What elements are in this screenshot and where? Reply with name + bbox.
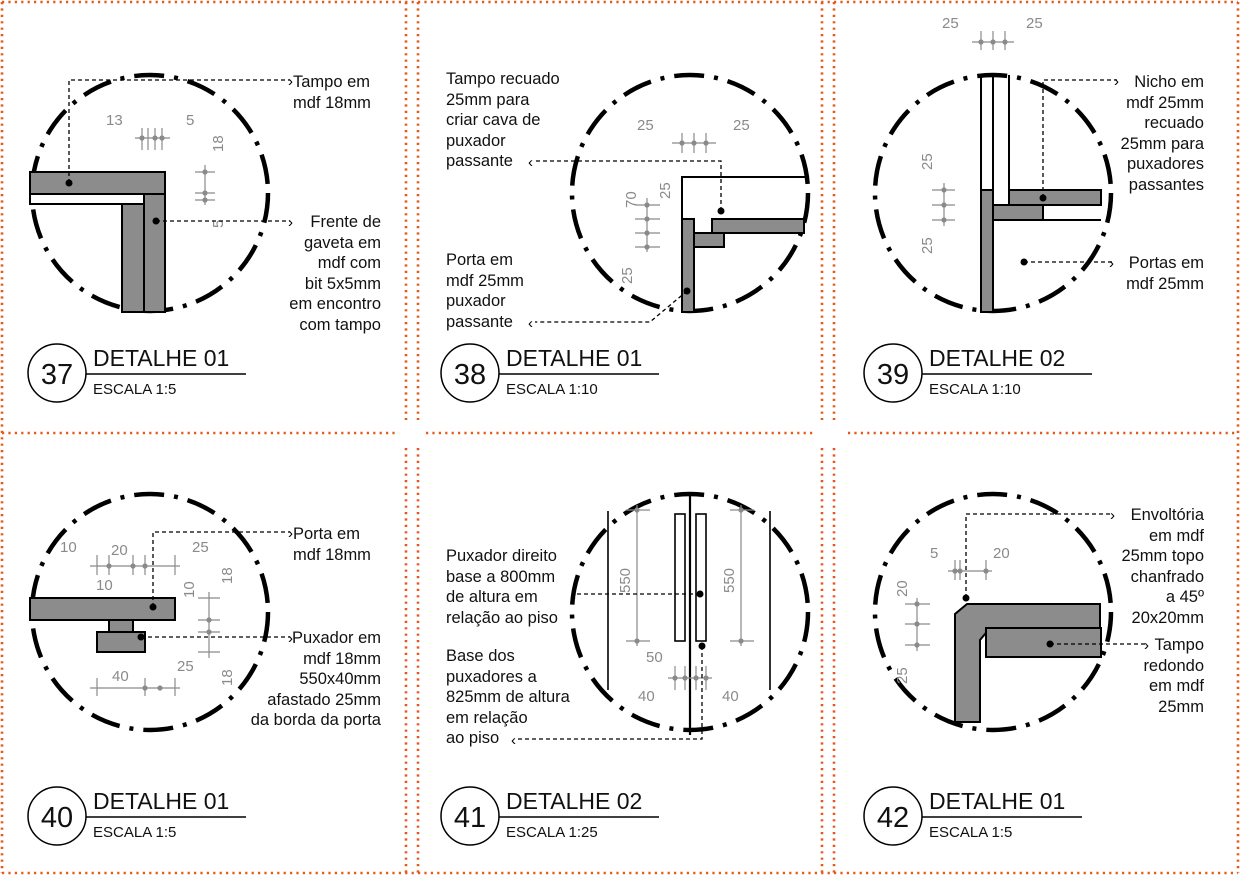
- dim-10: 10: [60, 539, 77, 556]
- leader-dot: [138, 634, 145, 641]
- note-porta-38: Porta em mdf 25mm puxador passante: [446, 251, 524, 331]
- arrow-icon: ›: [288, 525, 293, 542]
- arrow-icon: ›: [1109, 255, 1114, 272]
- panel-37: [28, 73, 293, 402]
- section-drawing: [30, 172, 165, 312]
- dim-25c: 25: [919, 153, 936, 170]
- leader-dot: [150, 604, 157, 611]
- arrow-icon: ›: [1110, 507, 1115, 524]
- arrow-icon: ›: [1144, 637, 1149, 654]
- dim-10b: 10: [96, 577, 113, 594]
- arrow-icon: ‹: [528, 154, 533, 171]
- dim-25: 25: [637, 117, 654, 134]
- detail-scale: ESCALA 1:10: [506, 381, 598, 398]
- detail-number: 42: [876, 802, 910, 834]
- dim-50: 50: [646, 649, 663, 666]
- detail-title: DETALHE 02: [506, 788, 643, 814]
- dim-18: 18: [210, 135, 227, 152]
- detail-number: 39: [876, 359, 910, 391]
- door-part: [981, 190, 993, 312]
- step-part: [694, 233, 724, 247]
- arrow-icon: ‹: [571, 587, 576, 604]
- detail-scale: ESCALA 1:5: [93, 824, 177, 841]
- dim-25: 25: [192, 539, 209, 556]
- section-drawing: [981, 75, 1101, 312]
- side-part: [122, 204, 144, 312]
- chamfered-frame: [955, 604, 1100, 722]
- arrow-icon: ‹: [528, 315, 533, 332]
- elevation-drawing: [608, 492, 770, 735]
- note-tampo-37: Tampo em mdf 18mm: [293, 73, 371, 112]
- tampo-part: [30, 172, 165, 194]
- dim-5b: 5: [210, 219, 227, 228]
- door-part: [682, 219, 694, 312]
- dim-40: 40: [638, 688, 655, 705]
- detail-scale: ESCALA 1:5: [93, 381, 177, 398]
- note-envoltoria-42: Envoltória em mdf 25mm topo chanfrado a 45º 20x20mm: [1121, 506, 1204, 627]
- note-puxador-41: Puxador direito base a 800mm de altura em relação ao piso: [446, 547, 558, 627]
- detail-scale: ESCALA 1:25: [506, 824, 598, 841]
- leader-dot: [697, 591, 704, 598]
- left-handle: [675, 514, 685, 641]
- dim-20: 20: [111, 542, 128, 559]
- dim-13: 13: [106, 112, 123, 129]
- dim-18b: 18: [219, 669, 236, 686]
- note-puxador-40: Puxador em mdf 18mm 550x40mm afastado 25mm da borda da porta: [250, 629, 381, 730]
- handle-part: [97, 632, 145, 652]
- leader-dot: [699, 643, 706, 650]
- note-tampo-38: Tampo recuado 25mm para criar cava de puxador passante: [446, 70, 560, 171]
- note-frente-37: Frente de gaveta em mdf com bit 5x5mm em encontro com tampo: [289, 213, 381, 334]
- section-drawing: [955, 604, 1101, 722]
- dim-40b: 40: [722, 688, 739, 705]
- detail-title: DETALHE 01: [93, 345, 230, 371]
- dim-20b: 20: [894, 580, 911, 597]
- detail-title: DETALHE 01: [506, 345, 643, 371]
- note-porta-40: Porta em mdf 18mm: [293, 525, 371, 564]
- leader-dot: [1021, 259, 1028, 266]
- panel-42: [864, 494, 1149, 845]
- dim-25d: 25: [619, 267, 636, 284]
- sheet-frame: [2, 2, 1238, 873]
- dim-25: 25: [894, 667, 911, 684]
- dim-18: 18: [219, 567, 236, 584]
- dim-25d: 25: [919, 237, 936, 254]
- leader-dot: [153, 218, 160, 225]
- arrow-icon: ‹: [511, 732, 516, 749]
- dim-5: 5: [930, 545, 939, 562]
- detail-number: 41: [453, 802, 487, 834]
- dim-10c: 10: [181, 581, 198, 598]
- niche-part: [1009, 190, 1101, 205]
- right-handle: [696, 514, 706, 641]
- dim-25b: 25: [733, 117, 750, 134]
- arrow-icon: ›: [1114, 73, 1119, 90]
- dim-25b: 25: [177, 658, 194, 675]
- shelf-part: [993, 205, 1043, 220]
- note-tampo-42: Tampo redondo em mdf 25mm: [1143, 636, 1204, 716]
- arrow-icon: ›: [288, 73, 293, 90]
- section-drawing: [682, 177, 808, 312]
- round-top-part: [986, 628, 1101, 657]
- dim-5: 5: [186, 112, 195, 129]
- detail-number: 40: [40, 802, 74, 834]
- dim-550: 550: [617, 567, 634, 593]
- note-base-41: Base dos puxadores a 825mm de altura em relação ao piso: [446, 647, 570, 748]
- leader-dot: [66, 180, 73, 187]
- leader-dot: [1047, 641, 1054, 648]
- dim-550b: 550: [721, 567, 738, 593]
- arrow-icon: ›: [288, 630, 293, 647]
- dim-25b: 25: [1026, 15, 1043, 32]
- note-nicho-39: Nicho em mdf 25mm recuado 25mm para puxadores passantes: [1120, 73, 1204, 194]
- drawer-front-part: [144, 194, 165, 312]
- detail-number: 37: [40, 359, 74, 391]
- detail-scale: ESCALA 1:5: [929, 824, 1013, 841]
- leader-dot: [963, 595, 970, 602]
- dim-40: 40: [112, 668, 129, 685]
- detail-scale: ESCALA 1:10: [929, 381, 1021, 398]
- dim-70: 70: [623, 191, 640, 208]
- detail-title: DETALHE 01: [929, 788, 1066, 814]
- leader-dot: [1040, 195, 1047, 202]
- detail-title: DETALHE 02: [929, 345, 1066, 371]
- rail-part: [712, 219, 804, 233]
- detail-title: DETALHE 01: [93, 788, 230, 814]
- leader-dot: [684, 288, 691, 295]
- dim-25: 25: [942, 15, 959, 32]
- detail-number: 38: [453, 359, 487, 391]
- dimensions: [932, 31, 1014, 226]
- leader-dot: [718, 208, 725, 215]
- dim-20: 20: [993, 545, 1010, 562]
- handle-neck: [109, 620, 133, 632]
- panel-39: [864, 15, 1119, 402]
- dim-25c: 25: [657, 182, 674, 199]
- arrow-icon: ›: [288, 214, 293, 231]
- note-portas-39: Portas em mdf 25mm: [1126, 254, 1204, 293]
